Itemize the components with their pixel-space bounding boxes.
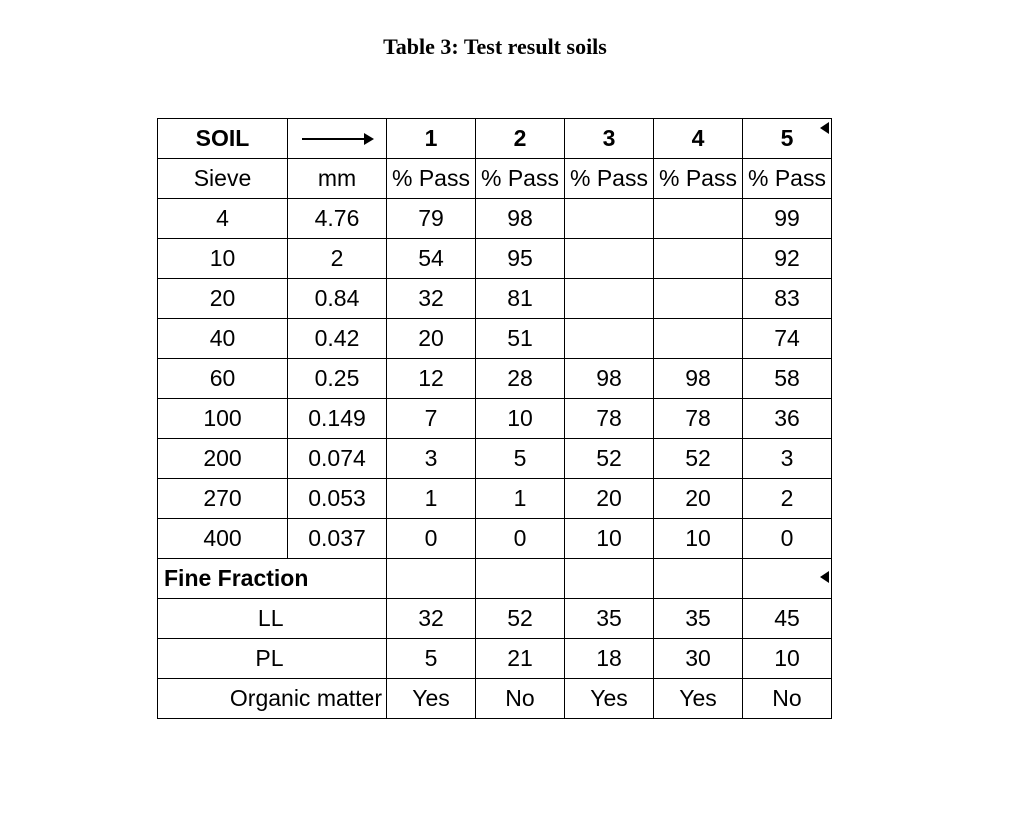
organic-matter-row <box>158 679 832 719</box>
pass-value-cell <box>654 199 743 239</box>
pass-value-cell: 78 <box>654 399 743 439</box>
mm-cell: 0.037 <box>288 519 387 559</box>
pass-header: % Pass <box>565 159 654 199</box>
pass-value-cell: 0 <box>743 519 832 559</box>
soil-number: 2 <box>476 119 565 159</box>
pass-value-cell: 0 <box>387 519 476 559</box>
table-row <box>158 439 832 479</box>
ll-value-cell: 32 <box>387 599 476 639</box>
pass-value-cell: 36 <box>743 399 832 439</box>
pass-value-cell: 20 <box>654 479 743 519</box>
pass-value-cell: 52 <box>565 439 654 479</box>
pass-value-cell: 74 <box>743 319 832 359</box>
empty-cell <box>387 559 476 599</box>
sieve-cell: 10 <box>158 239 288 279</box>
pass-value-cell: 83 <box>743 279 832 319</box>
soil-number: 4 <box>654 119 743 159</box>
pass-value-cell: 28 <box>476 359 565 399</box>
column-header-row <box>158 159 832 199</box>
ll-value-cell: 35 <box>654 599 743 639</box>
pass-value-cell <box>565 319 654 359</box>
mm-cell: 0.42 <box>288 319 387 359</box>
empty-cell <box>565 559 654 599</box>
table-row <box>158 359 832 399</box>
mm-cell: 0.84 <box>288 279 387 319</box>
fine-fraction-label: Fine Fraction <box>158 559 387 599</box>
soil-header-row <box>158 119 832 159</box>
sieve-cell: 200 <box>158 439 288 479</box>
soil-label: SOIL <box>158 119 288 159</box>
organic-value-cell: No <box>476 679 565 719</box>
mm-cell: 0.053 <box>288 479 387 519</box>
pass-value-cell: 79 <box>387 199 476 239</box>
triangle-marker-icon <box>820 122 829 134</box>
pass-value-cell <box>654 279 743 319</box>
pass-value-cell: 81 <box>476 279 565 319</box>
pass-value-cell: 3 <box>743 439 832 479</box>
pass-value-cell: 99 <box>743 199 832 239</box>
pass-value-cell: 58 <box>743 359 832 399</box>
pass-value-cell: 95 <box>476 239 565 279</box>
table-row <box>158 399 832 439</box>
pl-value-cell: 30 <box>654 639 743 679</box>
organic-value-cell: Yes <box>387 679 476 719</box>
pass-value-cell <box>565 239 654 279</box>
pl-row <box>158 639 832 679</box>
pass-value-cell: 52 <box>654 439 743 479</box>
table-row <box>158 279 832 319</box>
sieve-cell: 60 <box>158 359 288 399</box>
soil-test-table <box>157 118 832 719</box>
mm-cell: 4.76 <box>288 199 387 239</box>
sieve-cell: 4 <box>158 199 288 239</box>
pass-value-cell: 54 <box>387 239 476 279</box>
empty-cell <box>743 559 832 599</box>
sieve-cell: 20 <box>158 279 288 319</box>
pass-value-cell: 5 <box>476 439 565 479</box>
pass-value-cell: 98 <box>565 359 654 399</box>
pass-header: % Pass <box>476 159 565 199</box>
table-row <box>158 319 832 359</box>
pass-value-cell: 92 <box>743 239 832 279</box>
ll-value-cell: 52 <box>476 599 565 639</box>
sieve-cell: 40 <box>158 319 288 359</box>
pass-value-cell: 2 <box>743 479 832 519</box>
pass-value-cell: 98 <box>476 199 565 239</box>
pass-header: % Pass <box>654 159 743 199</box>
ll-label: LL <box>158 599 288 639</box>
mm-header: mm <box>288 159 387 199</box>
pass-value-cell: 0 <box>476 519 565 559</box>
organic-value-cell: Yes <box>654 679 743 719</box>
table-row <box>158 239 832 279</box>
pass-value-cell <box>565 279 654 319</box>
right-arrow-icon <box>288 119 387 159</box>
soil-number: 3 <box>565 119 654 159</box>
ll-row <box>158 599 832 639</box>
empty-cell <box>288 639 387 679</box>
pass-value-cell <box>654 319 743 359</box>
pass-value-cell: 10 <box>476 399 565 439</box>
pl-value-cell: 5 <box>387 639 476 679</box>
table-title: Table 3: Test result soils <box>383 34 607 59</box>
pl-value-cell: 18 <box>565 639 654 679</box>
pass-value-cell: 12 <box>387 359 476 399</box>
pass-value-cell: 10 <box>654 519 743 559</box>
pl-value-cell: 21 <box>476 639 565 679</box>
table-row <box>158 479 832 519</box>
pass-value-cell: 1 <box>476 479 565 519</box>
triangle-marker-icon <box>820 571 829 583</box>
pass-value-cell: 7 <box>387 399 476 439</box>
sieve-cell: 100 <box>158 399 288 439</box>
pass-value-cell: 32 <box>387 279 476 319</box>
pass-value-cell <box>654 239 743 279</box>
pl-label: PL <box>158 639 288 679</box>
pass-value-cell: 20 <box>565 479 654 519</box>
sieve-cell: 400 <box>158 519 288 559</box>
pl-value-cell: 10 <box>743 639 832 679</box>
pass-value-cell: 3 <box>387 439 476 479</box>
ll-value-cell: 35 <box>565 599 654 639</box>
table-row <box>158 519 832 559</box>
mm-cell: 2 <box>288 239 387 279</box>
empty-cell <box>288 599 387 639</box>
sieve-header: Sieve <box>158 159 288 199</box>
ll-value-cell: 45 <box>743 599 832 639</box>
pass-value-cell: 1 <box>387 479 476 519</box>
organic-value-cell: No <box>743 679 832 719</box>
pass-value-cell: 98 <box>654 359 743 399</box>
pass-header: % Pass <box>743 159 832 199</box>
fine-fraction-row <box>158 559 832 599</box>
pass-value-cell: 10 <box>565 519 654 559</box>
pass-value-cell: 20 <box>387 319 476 359</box>
pass-value-cell: 78 <box>565 399 654 439</box>
sieve-cell: 270 <box>158 479 288 519</box>
soil-number: 5 <box>743 119 832 159</box>
empty-cell <box>654 559 743 599</box>
table-row <box>158 199 832 239</box>
pass-value-cell: 51 <box>476 319 565 359</box>
organic-value-cell: Yes <box>565 679 654 719</box>
pass-value-cell <box>565 199 654 239</box>
mm-cell: 0.25 <box>288 359 387 399</box>
pass-header: % Pass <box>387 159 476 199</box>
mm-cell: 0.074 <box>288 439 387 479</box>
mm-cell: 0.149 <box>288 399 387 439</box>
organic-matter-label: Organic matter <box>158 679 387 719</box>
soil-number: 1 <box>387 119 476 159</box>
empty-cell <box>476 559 565 599</box>
